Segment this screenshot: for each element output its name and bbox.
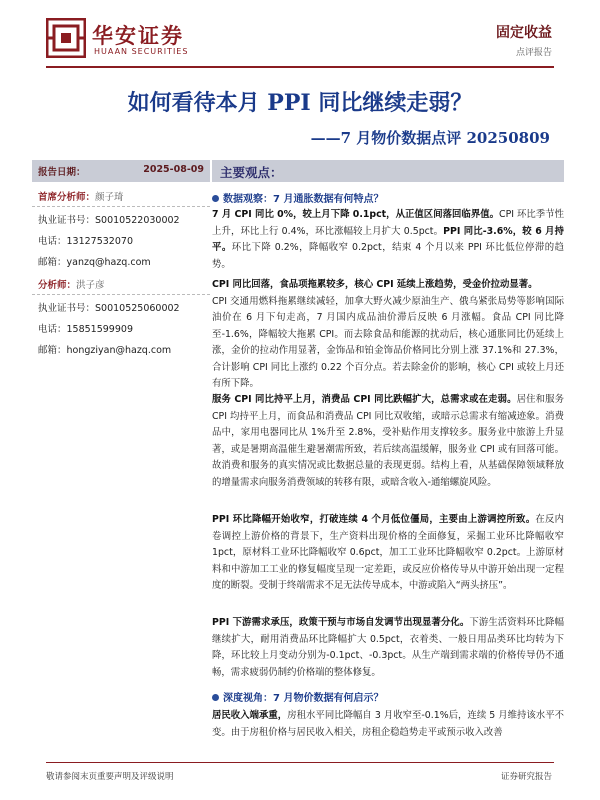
paragraph-cpi-ppi [212,207,564,273]
paragraph-core-cpi [212,277,564,393]
paragraph-service-cpi [212,392,564,491]
report-category-block [496,22,552,58]
paragraph-text: CPI 交通用燃料拖累继续减轻，加拿大野火减少原油生产、俄乌紧张局势等影响国际油价在 6 月下旬走高，7 月国内成品油价滞后反映 6 月涨幅。食品 CPI 同比降至-1.6%，降幅较大拖累 CPI。而去除食品和能源的扰动后，核心通胀同比仍延续上涨，金价的拉动作用显著，金饰品和铂金饰品价格同比分别上涨 37.1%和 27.3%，合计影响 CPI 同比上涨约 0.22 个百分点。若去除金价的影响，核心 CPI 或较上月还有所下降。 [212,295,564,389]
paragraph-text: 房租水平同比降幅自 3 月收窄至-0.1%后，连续 5 月维持该水平不变。由于房租价格与居民收入相关，房租企稳趋势走平或预示收入改善 [212,710,564,738]
analyst-phone: 电话：13127532070 [38,236,133,247]
analyst-block [32,274,210,358]
section-title: 数据观察：7 月通胀数据有何特点？ [223,194,384,205]
analyst-role-label: 首席分析师： [38,192,96,203]
analyst-name: 颜子琦 [95,192,124,203]
paragraph-text: CPI 环比季节性上升，环比上行 0.4%，环比涨幅较上月扩大 0.5pct。 [212,209,564,237]
analyst-name: 洪子彦 [76,280,105,291]
report-type: 点评报告 [515,48,552,58]
report-date-bar [32,160,210,182]
paragraph-lead: CPI 同比回落，食品项拖累较多，核心 CPI 延续上涨趋势，受金价拉动显著。 [212,279,538,290]
header-divider [46,66,554,68]
paragraph-text: 下游生活资料环比降幅继续扩大，耐用消费品环比降幅扩大 0.5pct，衣着类、一般日用品类环比均转为下降，环比较上月变动分别为-0.1pct、-0.3pct。从生产端到需求端的价格传导仍不通畅，需求疲弱仍制约价格端的整体修复。 [212,617,564,678]
report-date-value: 2025-08-09 [143,164,204,175]
report-category: 固定收益 [496,25,552,41]
report-title: 如何看待本月 PPI 同比继续走弱？ [127,90,473,116]
main-points-heading: 主要观点： [220,165,283,180]
paragraph-lead: PPI 环比降幅开始收窄，打破连续 4 个月低位僵局，主要由上游调控所致。 [212,514,536,525]
paragraph-ppi-mom [212,512,564,595]
section-heading-insight [212,689,383,704]
analyst-phone: 电话：15851599909 [38,324,133,335]
paragraph-text: 居住和服务 CPI 均持平上月，而食品和消费品 CPI 同比双收缩，或暗示总需求有缩减迹象。消费品中，家用电器同比从 1%升至 2.8%，受补贴作用支撑较多。服务业中旅游上升显著，或是暑期高温催生避暑潮需所致，若后续高温缓解，服务业 CPI 或有回落可能。故消费和服务的真实情况或比数据总量的表现更弱。结构上看，从基础保障领域释放的增量需求向服务消费领域的转移有限，或暗含收入-通缩螺旋风险。 [212,394,564,488]
paragraph-income [212,708,564,758]
paragraph-lead: 7 月 CPI 同比 0%，较上月下降 0.1pct，从正值区间落回临界值。 [212,209,500,220]
analyst-email[interactable]: 邮箱：hongziyan@hazq.com [38,345,172,356]
brand-name-cn: 华安证券 [92,23,184,48]
bullet-dot-icon [212,694,219,701]
paragraph-text: 在反内卷调控上游价格的背景下，生产资料出现价格的全面修复，采掘工业环比降幅收窄 1pct，原材料工业环比降幅收窄 0.6pct，加工工业环比降幅收窄 0.2pct。上游原材料和中游加工工业的修复幅度呈现一定差距，或反应价格传导从中游开始出现一定程度的断裂。受制于终端需求不足无法传导成本，中游或陷入“两头挤压”。 [212,514,564,591]
huaan-logo-icon [46,18,86,58]
report-date-label: 报告日期： [38,167,86,178]
analyst-block [32,186,210,270]
paragraph-lead: PPI 下游需求承压，政策干预与市场自发调节出现显著分化。 [212,617,470,628]
analyst-cert: 执业证书号：S0010525060002 [38,303,180,314]
analyst-cert: 执业证书号：S0010522030002 [38,215,180,226]
paragraph-lead: 服务 CPI 同比持平上月，消费品 CPI 同比跌幅扩大，总需求或在走弱。 [212,394,517,405]
report-subtitle: ——7 月物价数据点评 20250809 [310,129,550,147]
bullet-dot-icon [212,195,219,202]
main-points-heading-bar [212,160,564,182]
footer-disclaimer: 敬请参阅末页重要声明及评级说明 [46,772,174,782]
paragraph-text: 环比下降 0.2%，降幅收窄 0.2pct，结束 4 个月以来 PPI 环比低位停滞的趋势。 [212,242,564,270]
footer-label: 证券研究报告 [500,772,552,782]
sidebar [32,160,210,358]
paragraph-lead: 居民收入端承重， [212,710,288,721]
brand-name-en: HUAAN SECURITIES [94,47,189,56]
section-title: 深度视角：7 月物价数据有何启示？ [223,693,384,704]
footer-divider [46,762,554,763]
analyst-role [32,186,210,207]
analyst-role [32,274,210,295]
section-heading-data [212,190,383,205]
analyst-email[interactable]: 邮箱：yanzq@hazq.com [38,257,151,268]
analyst-role-label: 分析师： [38,280,77,291]
paragraph-lead: PPI 同比-3.6%，较 6 月持平。 [212,225,564,253]
paragraph-ppi-downstream [212,615,564,681]
